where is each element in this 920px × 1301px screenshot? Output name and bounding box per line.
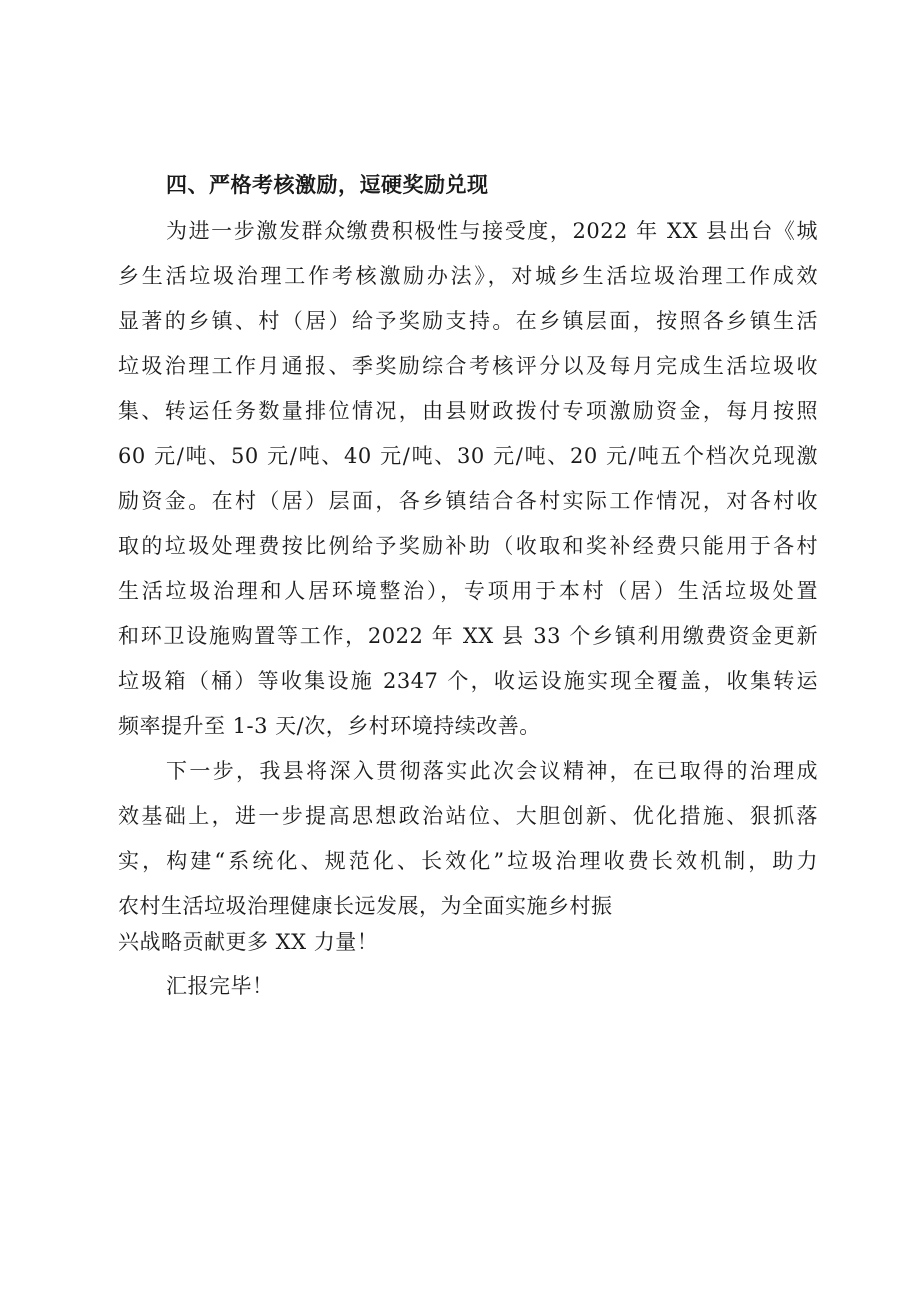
paragraph-1-line-7: 励资金。在村（居）层面，各乡镇结合各村实际工作情况，对各村收 (118, 489, 818, 513)
paragraph-2-line-2: 效基础上，进一步提高思想政治站位、大胆创新、优化措施、狠抓落 (118, 804, 818, 828)
paragraph-1-line-5: 集、转运任务数量排位情况，由县财政拨付专项激励资金，每月按照 (118, 399, 818, 423)
paragraph-2-line-5: 兴战略贡献更多 XX 力量！ (118, 930, 379, 954)
paragraph-1-line-9: 生活垃圾治理和人居环境整治），专项用于本村（居）生活垃圾处置 (118, 579, 818, 603)
section-heading: 四、严格考核激励，逗硬奖励兑现 (166, 173, 489, 197)
paragraph-1-line-12: 频率提升至 1-3 天/次，乡村环境持续改善。 (118, 714, 541, 738)
paragraph-2-line-3: 实，构建“系统化、规范化、长效化”垃圾治理收费长效机制，助力 (118, 849, 818, 873)
paragraph-1-line-6: 60 元/吨、50 元/吨、40 元/吨、30 元/吨、20 元/吨五个档次兑现激 (118, 444, 818, 468)
paragraph-1-line-3: 显著的乡镇、村（居）给予奖励支持。在乡镇层面，按照各乡镇生活 (118, 309, 818, 333)
closing-remark: 汇报完毕！ (166, 974, 274, 998)
paragraph-2-line-1: 下一步，我县将深入贯彻落实此次会议精神，在已取得的治理成 (166, 759, 818, 783)
paragraph-1-line-1: 为进一步激发群众缴费积极性与接受度，2022 年 XX 县出台《城 (166, 219, 818, 243)
paragraph-1-line-11: 垃圾箱（桶）等收集设施 2347 个，收运设施实现全覆盖，收集转运 (118, 669, 818, 693)
paragraph-1-line-2: 乡生活垃圾治理工作考核激励办法》，对城乡生活垃圾治理工作成效 (118, 264, 818, 288)
paragraph-1-line-4: 垃圾治理工作月通报、季奖励综合考核评分以及每月完成生活垃圾收 (118, 354, 818, 378)
paragraph-2-line-4: 农村生活垃圾治理健康长远发展，为全面实施乡村振 (118, 894, 613, 918)
paragraph-1-line-10: 和环卫设施购置等工作，2022 年 XX 县 33 个乡镇利用缴费资金更新 (118, 624, 818, 648)
paragraph-1-line-8: 取的垃圾处理费按比例给予奖励补助（收取和奖补经费只能用于各村 (118, 534, 818, 558)
